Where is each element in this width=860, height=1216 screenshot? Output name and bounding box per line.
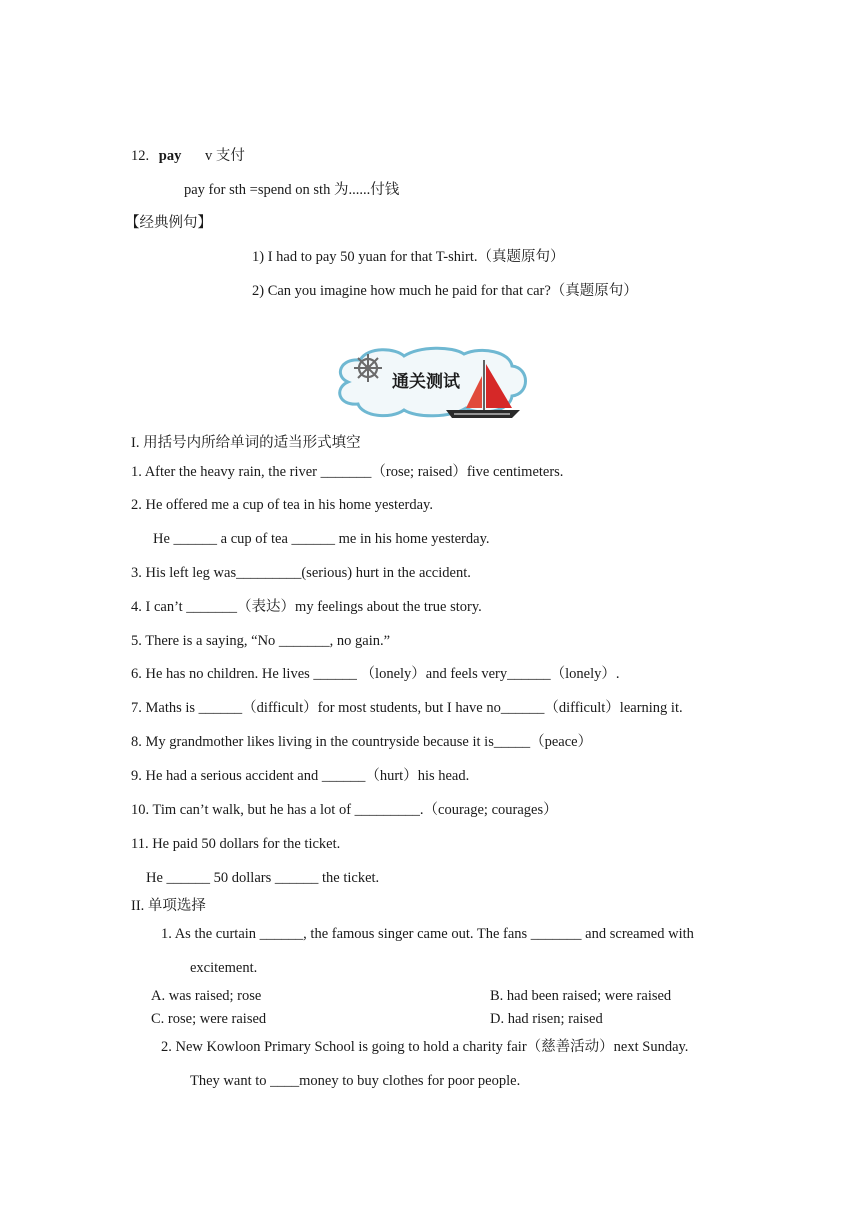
example-sentence-2: 2) Can you imagine how much he paid for that car?（真题原句） [252, 283, 638, 299]
exercise-1-question-7: 7. Maths is ______（difficult）for most students, but I have no______（difficult）learning it. [131, 700, 683, 716]
exercise-1-question-11-rewrite: He ______ 50 dollars ______ the ticket. [146, 870, 380, 886]
exercise-2-question-1-cont: excitement. [190, 960, 258, 976]
vocab-definition: v 支付 [204, 148, 245, 164]
exercise-1-question-1: 1. After the heavy rain, the river _______（rose; raised）five centimeters. [131, 464, 564, 480]
option-c: C. rose; were raised [151, 1011, 267, 1027]
exercise-1-question-6: 6. He has no children. He lives ______ （lonely）and feels very______（lonely）. [131, 666, 620, 682]
examples-heading: 【经典例句】 [125, 215, 212, 231]
exercise-1-question-4: 4. I can’t _______（表达）my feelings about the true story. [131, 599, 482, 615]
exercise-1-question-3: 3. His left leg was_________(serious) hurt in the accident. [131, 565, 471, 581]
vocab-word: pay [158, 148, 182, 164]
section-1-title: I. 用括号内所给单词的适当形式填空 [131, 435, 361, 451]
exercise-1-question-2: 2. He offered me a cup of tea in his home yesterday. [131, 497, 433, 513]
vocab-number: 12. [131, 148, 150, 164]
vocab-entry [131, 147, 245, 165]
vocab-phrase: pay for sth =spend on sth 为......付钱 [184, 182, 400, 198]
section-2-title: II. 单项选择 [131, 898, 206, 914]
option-a: A. was raised; rose [151, 988, 262, 1004]
section-banner [334, 346, 530, 422]
exercise-1-question-10: 10. Tim can’t walk, but he has a lot of _________.（courage; courages） [131, 802, 558, 818]
exercise-1-question-5: 5. There is a saying, “No _______, no gain.” [131, 633, 391, 649]
exercise-1-question-2-rewrite: He ______ a cup of tea ______ me in his home yesterday. [153, 531, 490, 547]
exercise-1-question-9: 9. He had a serious accident and ______（hurt）his head. [131, 768, 470, 784]
exercise-2-question-1: 1. As the curtain ______, the famous singer came out. The fans _______ and screamed with [161, 926, 694, 942]
ship-wheel-icon [354, 354, 382, 382]
exercise-1-question-11: 11. He paid 50 dollars for the ticket. [131, 836, 341, 852]
banner-title: 通关测试 [392, 372, 460, 392]
example-sentence-1: 1) I had to pay 50 yuan for that T-shirt.（真题原句） [252, 249, 565, 265]
exercise-2-question-2: 2. New Kowloon Primary School is going to hold a charity fair（慈善活动）next Sunday. [161, 1039, 689, 1055]
option-b: B. had been raised; were raised [490, 988, 672, 1004]
exercise-1-question-8: 8. My grandmother likes living in the countryside because it is_____（peace） [131, 734, 593, 750]
exercise-2-question-2-cont: They want to ____money to buy clothes for poor people. [190, 1073, 521, 1089]
option-d: D. had risen; raised [490, 1011, 603, 1027]
